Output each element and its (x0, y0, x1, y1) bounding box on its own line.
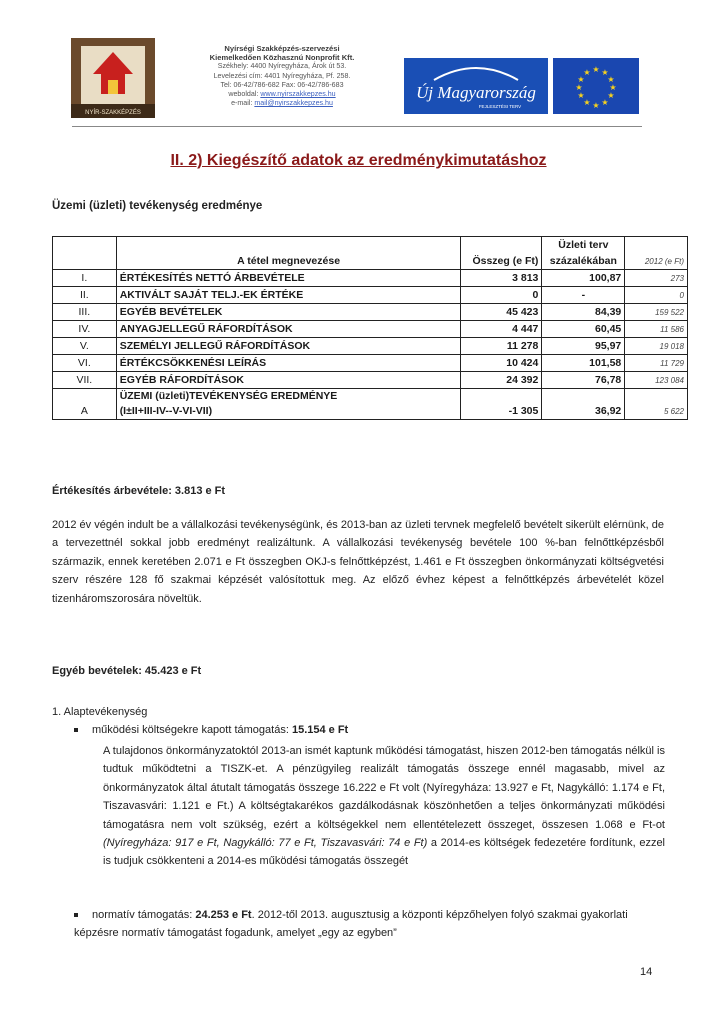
total-value: -1 305 (461, 389, 542, 420)
table-row (53, 338, 688, 355)
svg-text:★: ★ (577, 91, 585, 100)
eu-stars-icon (553, 58, 639, 114)
row-pct: 84,39 (542, 304, 625, 321)
sales-revenue-heading: Értékesítés árbevétele: 3.813 e Ft (52, 485, 226, 497)
email-link[interactable]: mail@nyirszakkepzes.hu (254, 99, 333, 108)
table-row (53, 304, 688, 321)
letterhead (168, 44, 396, 108)
svg-text:★: ★ (575, 83, 583, 92)
org-line1: Nyírségi Szakképzés-szervezési (224, 44, 340, 53)
svg-text:★: ★ (583, 98, 591, 107)
row-name: EGYÉB BEVÉTELEK (116, 304, 461, 321)
row-value: 10 424 (461, 355, 542, 372)
row-num: V. (53, 338, 117, 355)
row-prev: 0 (625, 287, 688, 304)
row-name: ÉRTÉKCSÖKKENÉSI LEÍRÁS (116, 355, 461, 372)
website-link[interactable]: www.nyirszakkepzes.hu (260, 90, 336, 99)
row-pct: 101,58 (542, 355, 625, 372)
svg-text:★: ★ (577, 75, 585, 84)
svg-text:★: ★ (592, 65, 600, 74)
row-prev: 19 018 (625, 338, 688, 355)
svg-text:★: ★ (592, 101, 600, 110)
email-label: e-mail: (231, 99, 253, 108)
logo-uj-sub: FEJLESZTÉSI TERV (478, 104, 522, 109)
website-label: weboldal: (228, 90, 259, 99)
uj-magyarorszag-logo-icon (404, 58, 548, 114)
header-plan-top: Üzleti terv (558, 239, 609, 251)
website-row (168, 90, 396, 99)
bullet1-label: működési költségekre kapott támogatás: (92, 724, 292, 736)
postal-address: Levelezési cím: 4401 Nyíregyháza, Pf. 258. (213, 71, 351, 80)
section-title: II. 2) Kiegészítő adatok az eredménykimutatáshoz (170, 152, 547, 169)
bullet1-text-a: A tulajdonos önkormányzatoktól 2013-an ismét kaptunk működési támogatást, hiszen 2012-ben támogatás nélkül is tudtuk működtetni a TISZK-et. A pénzügyileg realizált támogatás összege ennél magasabb, mivel az önkormányzatok által átutalt támogatás összege 16.222 e Ft volt (Nyíregyháza: 13.927 e Ft, Nagykálló: 1.174 e Ft, Tiszavasvári: 1.121 e Ft.) A költségtakarékos gazdálkodásnak köszönhetően a teljes önkormányzati működési támogatásra nem volt szükség, ezért a költségekkel nem ellentételezett összeget, összesen 1.068 e Ft-ot (103, 745, 665, 831)
bullet1-paragraph (103, 742, 665, 871)
svg-text:★: ★ (609, 83, 617, 92)
table-row (53, 270, 688, 287)
row-prev: 159 522 (625, 304, 688, 321)
row-name: ÉRTÉKESÍTÉS NETTÓ ÁRBEVÉTELE (116, 270, 461, 287)
uj-magyarorszag-logo (404, 58, 548, 114)
header-plan-bottom: százalékában (549, 254, 617, 267)
bullet2-label: normatív támogatás: (92, 909, 196, 921)
bullet-icon (74, 728, 78, 732)
total-name-line2: (I±II+III-IV--V-VI-VII) (119, 405, 213, 417)
header-divider (72, 126, 642, 127)
table-row (53, 355, 688, 372)
list-item (74, 724, 348, 736)
row-pct: 60,45 (542, 321, 625, 338)
row-prev: 11 729 (625, 355, 688, 372)
table-subtitle: Üzemi (üzleti) tevékenység eredménye (52, 200, 263, 212)
total-num: A (53, 389, 117, 420)
svg-text:★: ★ (607, 75, 615, 84)
svg-text:★: ★ (583, 68, 591, 77)
total-name-line1: ÜZEMI (üzleti)TEVÉKENYSÉG EREDMÉNYE (119, 390, 338, 402)
email-row (168, 99, 396, 108)
header-plan-bottom-cell (542, 253, 625, 270)
total-pct: 36,92 (542, 389, 625, 420)
table-row (53, 321, 688, 338)
header-name: A tétel megnevezése (237, 255, 341, 267)
row-num: III. (53, 304, 117, 321)
row-name: SZEMÉLYI JELLEGŰ RÁFORDÍTÁSOK (116, 338, 461, 355)
row-pct: 100,87 (542, 270, 625, 287)
total-name-cell (116, 389, 461, 420)
row-num: I. (53, 270, 117, 287)
table-row (53, 287, 688, 304)
bullet1-value: 15.154 e Ft (291, 724, 349, 736)
row-pct: 95,97 (542, 338, 625, 355)
page-number: 14 (640, 966, 653, 978)
table-total-row (53, 389, 688, 420)
table-header-row-1 (53, 237, 688, 254)
eu-flag-logo (553, 58, 639, 114)
header-value-cell (461, 237, 542, 270)
row-num: IV. (53, 321, 117, 338)
bullet2-value: 24.253 e Ft (195, 909, 252, 921)
core-activity-label: 1. Alaptevékenység (52, 706, 148, 718)
header-prev-cell (625, 237, 688, 270)
row-prev: 11 586 (625, 321, 688, 338)
svg-text:★: ★ (601, 68, 609, 77)
bullet1-text-b: a 2014-es költségek fedezetére fordítunk, ezzel is tudjuk csökkenteni a 2014-es működési támogatás összegét (103, 837, 666, 868)
header-value: Összeg (e Ft) (472, 255, 539, 267)
sales-revenue-paragraph: 2012 év végén indult be a vállalkozási tevékenységünk, és 2013-ban az üzleti tervnek megfelelő bevételt sikerült elérnünk, de a tervezettnél sokkal jobb eredményt realizáltunk. A vállalkozási tevékenység bevétele 100 %-ban felnőttképzésből származik, ennek keretében 2.071 e Ft összegben OKJ-s felnőttképzést, 1.461 e Ft összegben önkormányzati költségvetési szerv részére 128 fő szakmai képzését valósítottuk meg. Az előző évhez képest a felnőttképzés árbevételét közel tizenháromszorosára növeltük. (52, 519, 664, 605)
seat-address: Székhely: 4400 Nyíregyháza, Árok út 53. (217, 62, 347, 71)
phone-fax: Tel: 06-42/786-682 Fax: 06-42/786-683 (220, 80, 344, 89)
logo-uj-text: Új Magyarország (416, 83, 536, 102)
row-num: II. (53, 287, 117, 304)
logo-left-text: NYÍR-SZAKKÉPZÉS (85, 110, 141, 116)
row-value: 11 278 (461, 338, 542, 355)
house-logo-icon (71, 38, 155, 118)
header-name-cell (116, 237, 461, 270)
svg-text:★: ★ (607, 91, 615, 100)
row-value: 4 447 (461, 321, 542, 338)
row-num: VII. (53, 372, 117, 389)
row-name: ANYAGJELLEGŰ RÁFORDÍTÁSOK (116, 321, 461, 338)
org-line2: Kiemelkedően Közhasznú Nonprofit Kft. (209, 53, 355, 63)
row-value: 3 813 (461, 270, 542, 287)
row-num: VI. (53, 355, 117, 372)
header-prev: 2012 (e Ft) (644, 257, 684, 266)
nyir-szakkepzes-logo (71, 38, 155, 118)
row-value: 0 (461, 287, 542, 304)
bullet2-text: . 2012-től 2013. augusztusig a központi képzőhelyen folyó szakmai gyakorlati képzésre normatív támogatást fogadunk, amelyet „egy az egyben” (74, 909, 628, 940)
bullet-icon (74, 913, 78, 917)
row-value: 45 423 (461, 304, 542, 321)
results-table (52, 236, 688, 420)
list-item (74, 906, 662, 943)
row-prev: 273 (625, 270, 688, 287)
row-prev: 123 084 (625, 372, 688, 389)
row-pct: 76,78 (542, 372, 625, 389)
other-income-heading: Egyéb bevételek: 45.423 e Ft (52, 665, 202, 677)
row-value: 24 392 (461, 372, 542, 389)
total-prev: 5 622 (625, 389, 688, 420)
header-plan-top-cell (542, 237, 625, 254)
row-pct: - (542, 287, 625, 304)
bullet1-text-italic: (Nyíregyháza: 917 e Ft, Nagykálló: 77 e Ft, Tiszavasvári: 74 e Ft) (103, 837, 428, 850)
row-name: AKTIVÁLT SAJÁT TELJ.-EK ÉRTÉKE (116, 287, 461, 304)
row-name: EGYÉB RÁFORDÍTÁSOK (116, 372, 461, 389)
table-row (53, 372, 688, 389)
header-num-cell (53, 237, 117, 270)
svg-text:★: ★ (601, 98, 609, 107)
